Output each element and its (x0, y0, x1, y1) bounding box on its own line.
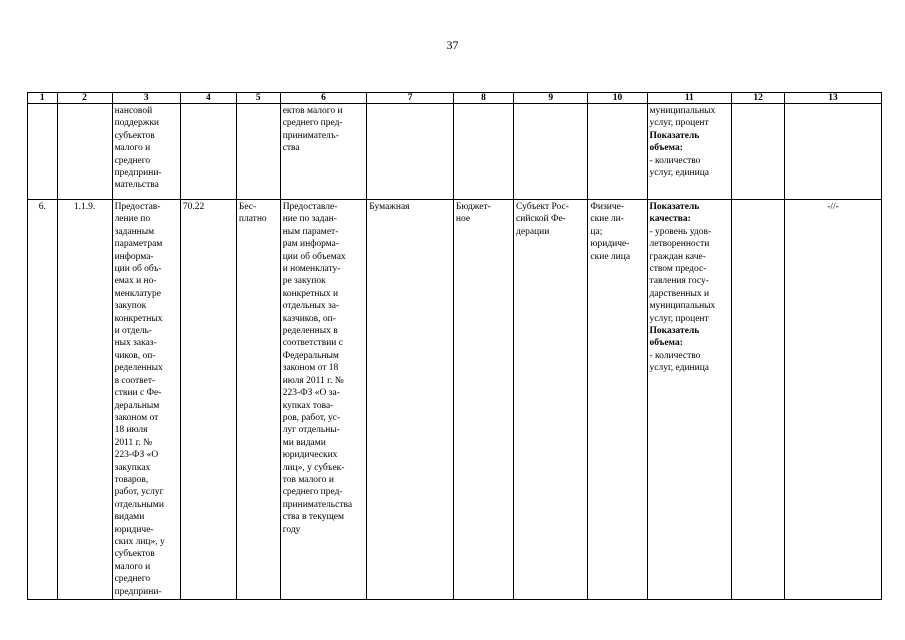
cell-ditto: -//- (785, 200, 882, 600)
cell-line: граждан каче- (649, 251, 706, 262)
cell-line: малого и (114, 143, 151, 154)
cell-line: Субъект Рос- (516, 202, 569, 212)
cell-recipients (588, 200, 647, 600)
cell-line: Физиче- (590, 202, 625, 212)
cell (28, 104, 58, 200)
cell-line: купках това- (282, 400, 334, 411)
cell-line: ров, работ, ус- (282, 412, 341, 423)
column-number: 6 (280, 93, 367, 104)
cell-line: и отдель- (114, 326, 152, 337)
column-number: 4 (180, 93, 236, 104)
cell-line: ектов малого и (282, 106, 343, 116)
cell-line: видами (114, 512, 145, 523)
cell-line: малого и (114, 561, 151, 572)
cell-line: 223-ФЗ «О (114, 450, 159, 461)
cell-line: дерации (516, 226, 550, 237)
column-number: 10 (588, 93, 647, 104)
cell-line: конкретных и (282, 288, 339, 299)
cell-line: юридиче- (114, 524, 154, 535)
cell-line: рам информа- (282, 239, 340, 250)
cell-line: услуг, единица (649, 363, 710, 374)
cell-funding (453, 200, 513, 600)
cell (367, 104, 454, 200)
cell-line: Показатель (649, 326, 700, 337)
cell-line: Показатель (649, 130, 700, 141)
cell-line: 18 июля (114, 425, 148, 436)
cell-line: - количество (649, 155, 701, 166)
cell-line: услуг, процент (649, 313, 709, 324)
cell-content (280, 104, 367, 200)
cell (236, 104, 280, 200)
cell-line: муниципальных (649, 106, 716, 116)
cell-line: ца; (590, 226, 603, 237)
cell-line: ции об объ- (114, 264, 162, 275)
cell-line: ление по (114, 214, 151, 225)
cell-line: услуг, процент (649, 118, 709, 129)
cell-code: 1.1.9. (57, 200, 112, 600)
cell-line: параметрам (114, 239, 163, 250)
column-number: 3 (112, 93, 180, 104)
cell (180, 104, 236, 200)
cell-line: июля 2011 г. № (282, 375, 344, 386)
cell-line: предприни- (114, 586, 162, 597)
cell-line: летворенности (649, 239, 710, 250)
cell-okved: 70.22 (180, 200, 236, 600)
cell-line: заданным (114, 226, 155, 237)
cell-line: работ, услуг (114, 487, 164, 498)
cell-line: отдельными (114, 499, 164, 510)
cell-line: субъектов (114, 130, 155, 141)
cell-line: объема: (649, 143, 683, 154)
cell-line: ми видами (282, 437, 326, 448)
cell-line: ние по задан- (282, 214, 337, 225)
cell (57, 104, 112, 200)
cell-line: предприни- (114, 168, 162, 179)
cell-line: платно (238, 214, 267, 225)
cell-line: казчиков, оп- (282, 313, 336, 324)
cell-line: сийской Фе- (516, 214, 566, 225)
cell-line: - количество (649, 350, 701, 361)
cell-indicators (647, 104, 732, 200)
cell-line: ное (455, 214, 471, 225)
cell-line: муниципальных (649, 301, 716, 312)
cell-content (280, 200, 367, 600)
column-number: 5 (236, 93, 280, 104)
cell-line: среднего (114, 155, 151, 166)
cell (514, 104, 588, 200)
cell-line: ских лиц», у (114, 536, 165, 547)
cell-line: Бес- (238, 202, 257, 212)
cell-line: отдельных за- (282, 301, 340, 312)
cell-line: Показатель (649, 202, 700, 212)
cell-number: 6. (28, 200, 58, 600)
cell-line: емах и но- (114, 276, 157, 287)
column-number: 1 (28, 93, 58, 104)
cell-form: Бумажная (367, 200, 454, 600)
cell-line: принимателъ- (282, 130, 339, 141)
cell-line: в соответ- (114, 375, 156, 386)
cell-line: объема: (649, 338, 683, 349)
cell-line: принимательства (282, 499, 353, 510)
cell-line: менклатуре (114, 288, 161, 299)
cell-line: ным парамет- (282, 226, 339, 237)
column-number: 12 (732, 93, 785, 104)
cell-line: ции об объемах (282, 251, 346, 262)
cell-line: году (282, 524, 301, 535)
cell-indicators (647, 200, 732, 600)
cell-line: конкретных (114, 313, 163, 324)
cell-line: мательства (114, 180, 159, 191)
cell-line: законом от 18 (282, 363, 339, 374)
cell-line: Предостав- (114, 202, 161, 212)
header-row (28, 93, 882, 104)
cell-service-name (112, 200, 180, 600)
cell-line: ределенных (114, 363, 163, 374)
cell-line: Предоставле- (282, 202, 338, 212)
column-number: 8 (453, 93, 513, 104)
cell-line: информа- (114, 251, 154, 262)
column-number: 13 (785, 93, 882, 104)
page-number: 37 (446, 38, 459, 52)
cell-line: ства (282, 143, 300, 154)
cell-line: 223-ФЗ «О за- (282, 388, 340, 399)
table-row-continuation (28, 104, 882, 200)
cell-line: тавления госу- (649, 276, 709, 287)
cell-line: товаров, (114, 474, 149, 485)
cell-line: соответствии с (282, 338, 343, 349)
cell-line: ством предос- (649, 264, 707, 275)
cell-line: юридических (282, 450, 338, 461)
cell-payment (236, 200, 280, 600)
cell-line: поддержки (114, 118, 160, 129)
cell (732, 104, 785, 200)
cell-line: среднего пред- (282, 118, 343, 129)
cell-line: деральным (114, 400, 160, 411)
cell-line: лиц», у субъек- (282, 462, 345, 473)
cell-line: Бюджет- (455, 202, 491, 212)
cell-line: среднего (114, 574, 151, 585)
column-number: 9 (514, 93, 588, 104)
cell-line: качества: (649, 214, 691, 225)
cell-line: ных заказ- (114, 338, 157, 349)
table-row-6 (28, 200, 882, 600)
cell-service-name (112, 104, 180, 200)
cell-line: ре закупок (282, 276, 326, 287)
cell-line: закупок (114, 301, 147, 312)
cell-line: субъектов (114, 549, 155, 560)
cell-line: ределенных в (282, 326, 338, 337)
column-number: 11 (647, 93, 732, 104)
cell-line: законом от (114, 412, 159, 423)
cell-line: - уровень удов- (649, 226, 712, 237)
cell-line: ские ли- (590, 214, 624, 225)
cell-line: юридиче- (590, 239, 630, 250)
cell-line: ские лица (590, 251, 631, 262)
cell (732, 200, 785, 600)
cell-line: закупках (114, 462, 151, 473)
cell-line: дарственных и (649, 288, 710, 299)
cell-line: услуг, единица (649, 168, 710, 179)
cell-line: луг отдельны- (282, 425, 340, 436)
cell-line: тов малого и (282, 474, 334, 485)
cell-line: среднего пред- (282, 487, 343, 498)
column-number: 2 (57, 93, 112, 104)
cell-line: 2011 г. № (114, 437, 153, 448)
services-table (27, 92, 882, 600)
cell-line: и номенклату- (282, 264, 341, 275)
cell-line: ства в текущем (282, 512, 345, 523)
cell (785, 104, 882, 200)
cell-level (514, 200, 588, 600)
cell-line: нансовой (114, 106, 153, 116)
cell (453, 104, 513, 200)
cell-line: Федеральным (282, 350, 339, 361)
cell (588, 104, 647, 200)
column-number: 7 (367, 93, 454, 104)
cell-line: ствии с Фе- (114, 388, 162, 399)
cell-line: чиков, оп- (114, 350, 156, 361)
